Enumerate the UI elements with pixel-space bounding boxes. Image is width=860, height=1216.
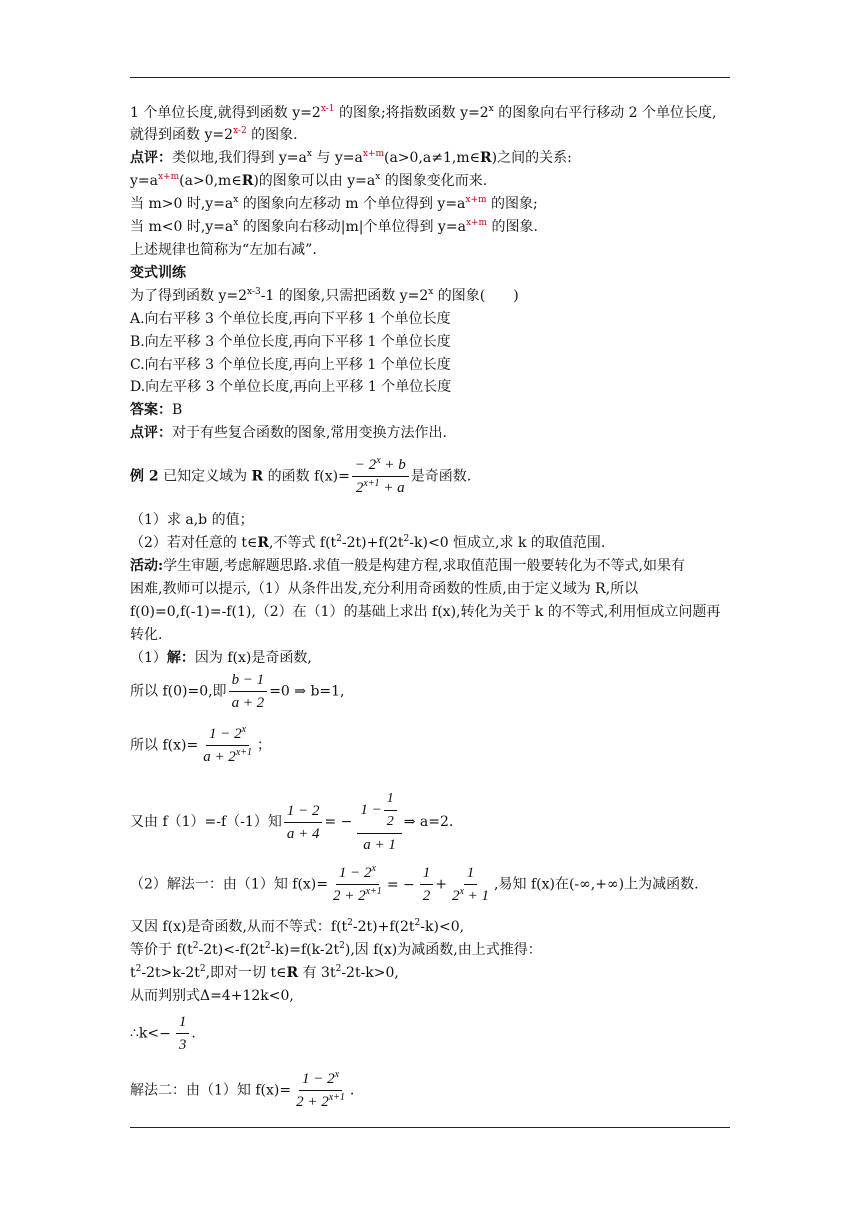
solution-line: 又因 f(x)是奇函数,从而不等式：$f(t^2-2t)+f(2t^2-k)<0$, [130, 918, 465, 935]
solution-line: $t^2-2t>k-2t^2$,即对一切 t∈R 有 $3t^2-2t-k>0$, [130, 964, 399, 981]
activity-line: f(0)=0,f(-1)=-f(1),（2）在（1）的基础上求出 f(x),转化为关于 k 的不等式,利用恒成立问题再 [130, 604, 721, 620]
m1-fraction-2: $\frac{1}{2}$ [420, 864, 434, 905]
s4-fraction-1: $\frac{1 - 2}{a + 4}$ [284, 802, 323, 843]
solution-line: 所以 f(0)=0,即 $\frac{b - 1}{a + 2}$ =0 ⇒ b=1, [130, 672, 345, 711]
solution-line: ∴k<− $\frac{1}{3}$ . [130, 1014, 196, 1053]
solution-line: （1）解：因为 f(x)是奇函数, [130, 650, 312, 666]
m1-fraction-1: $\frac{1 - 2^x}{2 + 2^{x+1}}$ [333, 863, 382, 904]
text-line: 当 m<0 时$,y=a^x$ 的图象向右移动|m|个单位得到 $y=a^{x+m}$ 的图象. [130, 218, 538, 235]
option-a: A.向右平移 3 个单位长度,再向下平移 1 个单位长度 [130, 311, 451, 327]
section-title: 变式训练 [130, 265, 186, 281]
text-line: 当 m>0 时$,y=a^x$ 的图象向左移动 m 个单位得到 $y=a^{x+m}$ 的图象; [130, 195, 538, 212]
solution-line: 从而判别式Δ=4+12k<0, [130, 988, 294, 1004]
ex2-fraction: $\frac{- 2^x + b}{2^{x+1} + a}$ [352, 456, 409, 497]
option-b: B.向左平移 3 个单位长度,再向下平移 1 个单位长度 [130, 334, 451, 350]
solution-line: 等价于 $f(t^2-2t)<-f(2t^2-k)=f(k-2t^2)$,因 f(x)为减函数,由上式推得： [130, 941, 542, 958]
solution-line: 又由 f（1）=-f（-1）知 $\frac{1 - 2}{a + 4}$ = − 1 − $\frac{1}{2}$ a + 1 ⇒ a=2. [130, 791, 454, 853]
text-line: $y=a^{x+m}(a>0,m\in R)$的图象可以由 $y=a^x$ 的图象变化而来. [130, 172, 488, 189]
footer-rule [130, 1127, 730, 1128]
text-line: 上述规律也简称为“左加右减”. [130, 242, 317, 258]
s2-fraction: $\frac{b - 1}{a + 2}$ [229, 671, 268, 712]
activity-line: 转化. [130, 627, 163, 643]
part-2: （2）若对任意的 t∈R,不等式 $f(t^2-2t)+f(2t^2-k)<0$ 恒成立,求 k 的取值范围. [130, 534, 606, 551]
example-2-line: 例 2 已知定义域为 R 的函数 f(x)= $\frac{- 2^x + b}{2^{x+1} + a}$ 是奇函数. [130, 455, 472, 496]
s4-inner-fraction: $\frac{1}{2}$ [384, 790, 397, 831]
text-line: 就得到函数 $y=2^{x-2}$ 的图象. [130, 126, 298, 143]
activity-line: 活动:学生审题,考虑解题思路.求值一般是构建方程,求取值范围一般要转化为不等式,如果有 [130, 558, 685, 574]
solution-line: （2）解法一：由（1）知 f(x)= $\frac{1 - 2^x}{2 + 2^{x+1}}$ = − $\frac{1}{2}$ + $\frac{1}{2^x + 1}$ ,易知 f(x)在(-∞,+∞)上为减函数. [130, 863, 699, 904]
activity-line: 困难,教师可以提示,（1）从条件出发,充分利用奇函数的性质,由于定义域为 R,所以 [130, 581, 639, 597]
s4-fraction-2: 1 − $\frac{1}{2}$ a + 1 [357, 790, 401, 854]
option-c: C.向右平移 3 个单位长度,再向上平移 1 个单位长度 [130, 357, 451, 373]
m1-fraction-3: $\frac{1}{2^x + 1}$ [451, 865, 490, 904]
question-line: 为了得到函数 $y=2^{x-3}-1$ 的图象,只需把函数 $y=2^x$ 的图象( ) [130, 287, 519, 304]
text-line: 1 个单位长度,就得到函数 $y=2^{x-1}$ 的图象;将指数函数 $y=2^x$ 的图象向右平行移动 2 个单位长度, [130, 104, 717, 121]
comment-line: 点评：类似地,我们得到 $y=a^x$ 与 $y=a^{x+m}(a>0,a\ne 1,m\in R)$之间的关系: [130, 149, 572, 166]
m6-fraction: $\frac{1}{3}$ [176, 1013, 190, 1054]
sol2-fraction: $\frac{1 - 2^x}{2 + 2^{x+1}}$ [296, 1069, 345, 1110]
s3-fraction: $\frac{1 - 2^x}{a + 2^{x+1}}$ [203, 724, 252, 765]
answer-line: 答案：B [130, 402, 183, 418]
header-rule [130, 77, 730, 78]
option-d: D.向左平移 3 个单位长度,再向上平移 1 个单位长度 [130, 379, 452, 395]
solution-line: 所以 f(x)= $\frac{1 - 2^x}{a + 2^{x+1}}$ ； [130, 724, 271, 765]
comment-line: 点评：对于有些复合函数的图象,常用变换方法作出. [130, 425, 447, 441]
part-1: （1）求 a,b 的值； [130, 512, 254, 528]
solution-line: 解法二：由（1）知 f(x)= $\frac{1 - 2^x}{2 + 2^{x+1}}$ . [130, 1069, 355, 1110]
